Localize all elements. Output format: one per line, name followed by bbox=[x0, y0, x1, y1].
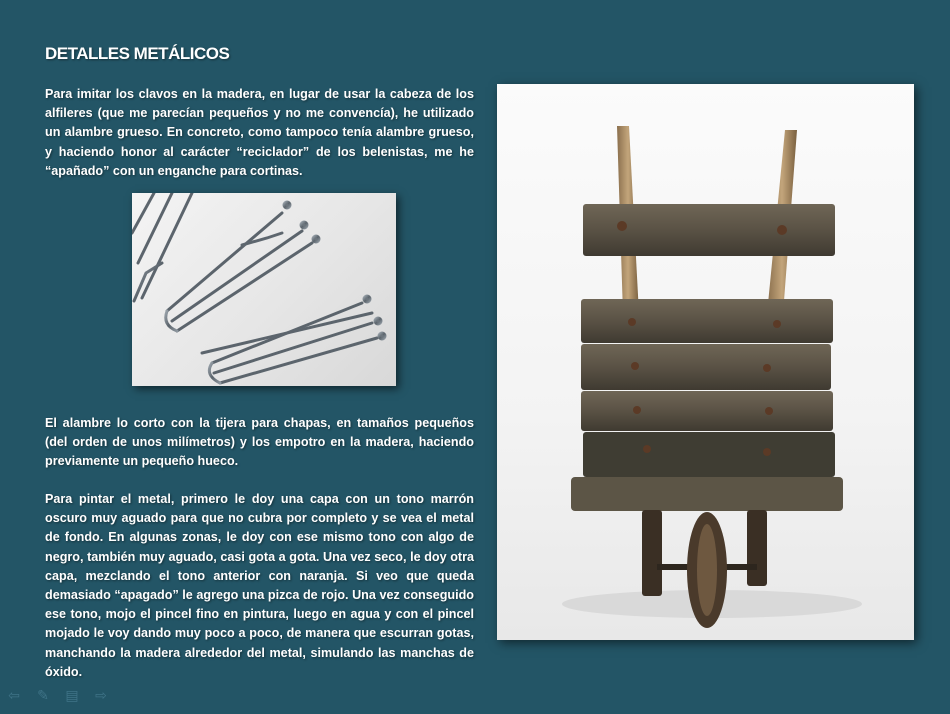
slide-title: DETALLES METÁLICOS bbox=[45, 44, 230, 63]
arrow-right-icon[interactable]: ⇨ bbox=[95, 688, 107, 704]
slide-menu-icon[interactable]: ▤ bbox=[65, 688, 79, 704]
arrow-left-icon[interactable]: ⇦ bbox=[8, 688, 20, 704]
pen-icon[interactable]: ✎ bbox=[37, 688, 49, 704]
paragraph-painting: Para pintar el metal, primero le doy una capa con un tono marrón oscuro muy aguado para que no cubra por completo y se vea el metal de fondo. En algunas zonas, le doy con ese mismo tono con algo de negro, también muy aguado, casi gota a gota. Una vez seco, le doy otra capa, mezclando el tono anterior con naranja. Si veo que queda demasiado “apagado” le agrego una pizca de rojo. Una vez conseguido ese tono, mojo el pincel fino en pintura, luego en agua y con el pincel mojado le voy dando muy poco a poco, de manera que escurran gotas, manchando la madera alrededor del metal, simulando las manchas de óxido. bbox=[45, 492, 474, 679]
wooden-cart-photo bbox=[497, 84, 914, 640]
slide-navigation bbox=[6, 688, 109, 704]
curtain-hooks-photo bbox=[132, 193, 396, 386]
paragraph-cutting: El alambre lo corto con la tijera para chapas, en tamaños pequeños (del orden de unos milímetros) y los empotro en la madera, haciendo previamente un pequeño hueco. bbox=[45, 416, 474, 469]
paragraph-intro: Para imitar los clavos en la madera, en lugar de usar la cabeza de los alfileres (que me parecían pequeños y no me convencía), he utilizado un alambre grueso. En concreto, como tampoco tenía alambre grueso, y haciendo honor al carácter “reciclador” de los belenistas, me he “apañado” con un enganche para cortinas. bbox=[45, 87, 474, 178]
